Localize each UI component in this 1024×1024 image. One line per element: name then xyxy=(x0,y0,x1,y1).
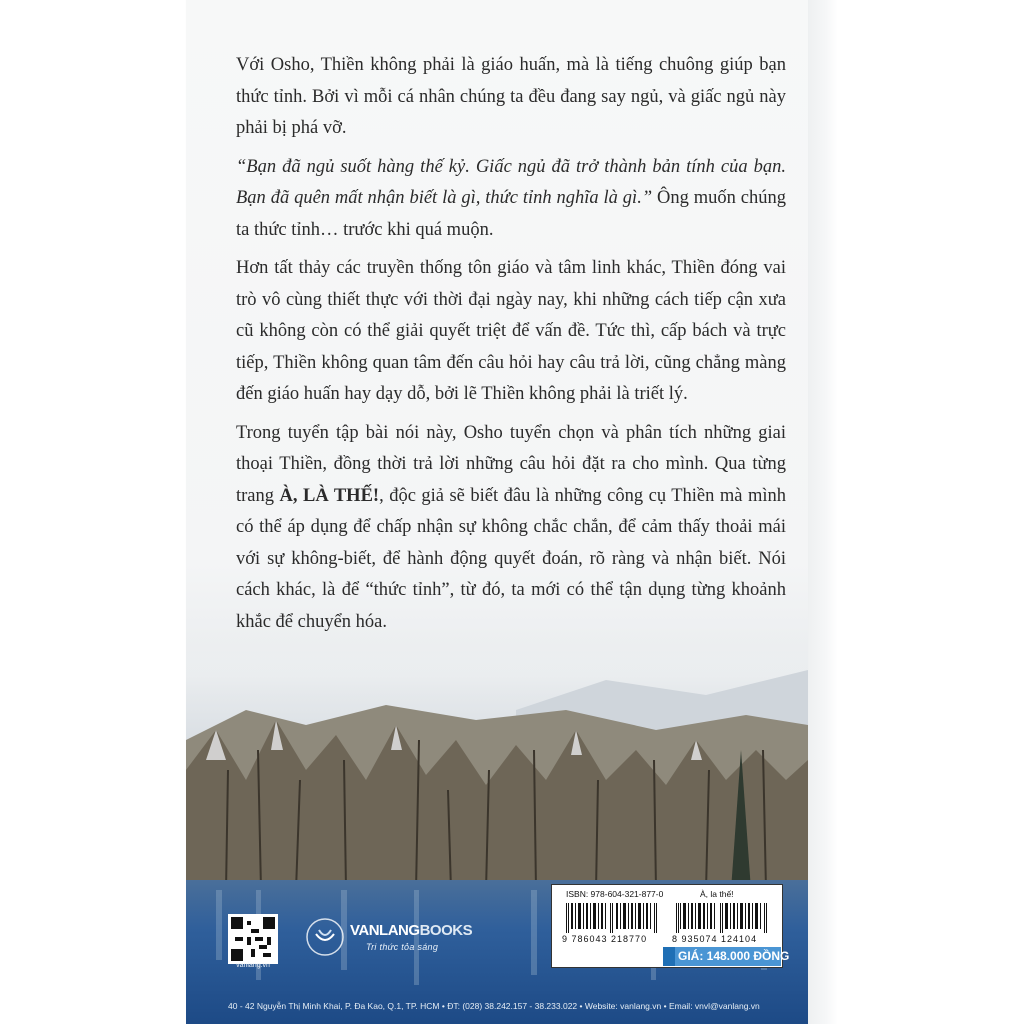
quote: “Bạn đã ngủ suốt hàng thế kỷ. Giấc ngủ đã trở thành bản tính của bạn. Bạn đã quên mất nhận biết là gì, thức tỉnh nghĩa là gì.” xyxy=(236,156,786,208)
page-edge xyxy=(808,0,838,1024)
publisher-tagline: Tri thức tỏa sáng xyxy=(366,942,439,952)
book-title: À, LÀ THẾ! xyxy=(279,485,380,506)
publisher-name-a: VANLANG xyxy=(350,922,420,939)
price-strip-accent xyxy=(663,947,675,966)
paragraph-2 xyxy=(236,152,786,247)
publisher-name-b: BOOKS xyxy=(419,922,473,939)
barcode-title: À, la thế! xyxy=(700,889,734,899)
vanlang-logo-icon xyxy=(304,916,346,958)
paragraph-1: Với Osho, Thiền không phải là giáo huấn, mà là tiếng chuông giúp bạn thức tỉnh. Bởi vì mỗi cá nhân chúng ta đều đang say ngủ, và giấc ngủ này phải bị phá vỡ. xyxy=(236,55,786,138)
paragraph-3: Hơn tất thảy các truyền thống tôn giáo và tâm linh khác, Thiền đóng vai trò vô cùng thiết thực với thời đại ngày nay, khi những cách tiếp cận xưa cũ không còn có thể giải quyết triệt để vấn đề. Tức thì, cấp bách và trực tiếp, Thiền không quan tâm đến câu hỏi hay câu trả lời, cũng chẳng màng đến giáo huấn hay dạy dỗ, bởi lẽ Thiền không phải là triết lý. xyxy=(236,258,786,404)
ean-barcode xyxy=(676,903,768,933)
publisher-name xyxy=(350,922,472,939)
isbn-barcode xyxy=(566,903,658,933)
ean-digits: 8 935074 124104 xyxy=(672,934,758,944)
paragraph-4-end: , độc giả sẽ biết đâu là những công cụ Thiền mà mình có thể áp dụng để chấp nhận sự không chắc chắn, để cảm thấy thoải mái với sự không-biết, để hành động quyết đoán, rõ ràng và nhận biết. Nói cách khác, là để “thức tỉnh”, từ đó, ta mới có thể tận dụng từng khoảnh khắc để chuyển hóa. xyxy=(236,485,786,632)
price-label: GIÁ: 148.000 ĐỒNG xyxy=(678,949,790,963)
paragraph-4 xyxy=(236,418,786,639)
qr-code xyxy=(228,914,278,964)
qr-label: vanlang.vn xyxy=(236,962,270,969)
paragraph-4-start: Trong tuyển tập bài nói này, Osho tuyển chọn và phân tích những giai thoại Thiền, đồng thời trả lời những câu hỏi đặt ra cho mình. Qua từng trang xyxy=(236,422,786,506)
blurb-text xyxy=(236,50,786,645)
publisher-logo xyxy=(304,916,504,964)
paragraph-2-rest: Ông muốn chúng ta thức tỉnh… trước khi quá muộn. xyxy=(236,188,786,240)
isbn-digits: 9 786043 218770 xyxy=(562,934,648,944)
isbn-text: ISBN: 978-604-321-877-0 xyxy=(566,889,664,899)
publisher-address: 40 - 42 Nguyễn Thị Minh Khai, P. Đa Kao, Q.1, TP. HCM • ĐT: (028) 38.242.157 - 38.233.022 • Website: vanlang.vn • Email: vnvl@vanlang.vn xyxy=(228,1001,760,1011)
